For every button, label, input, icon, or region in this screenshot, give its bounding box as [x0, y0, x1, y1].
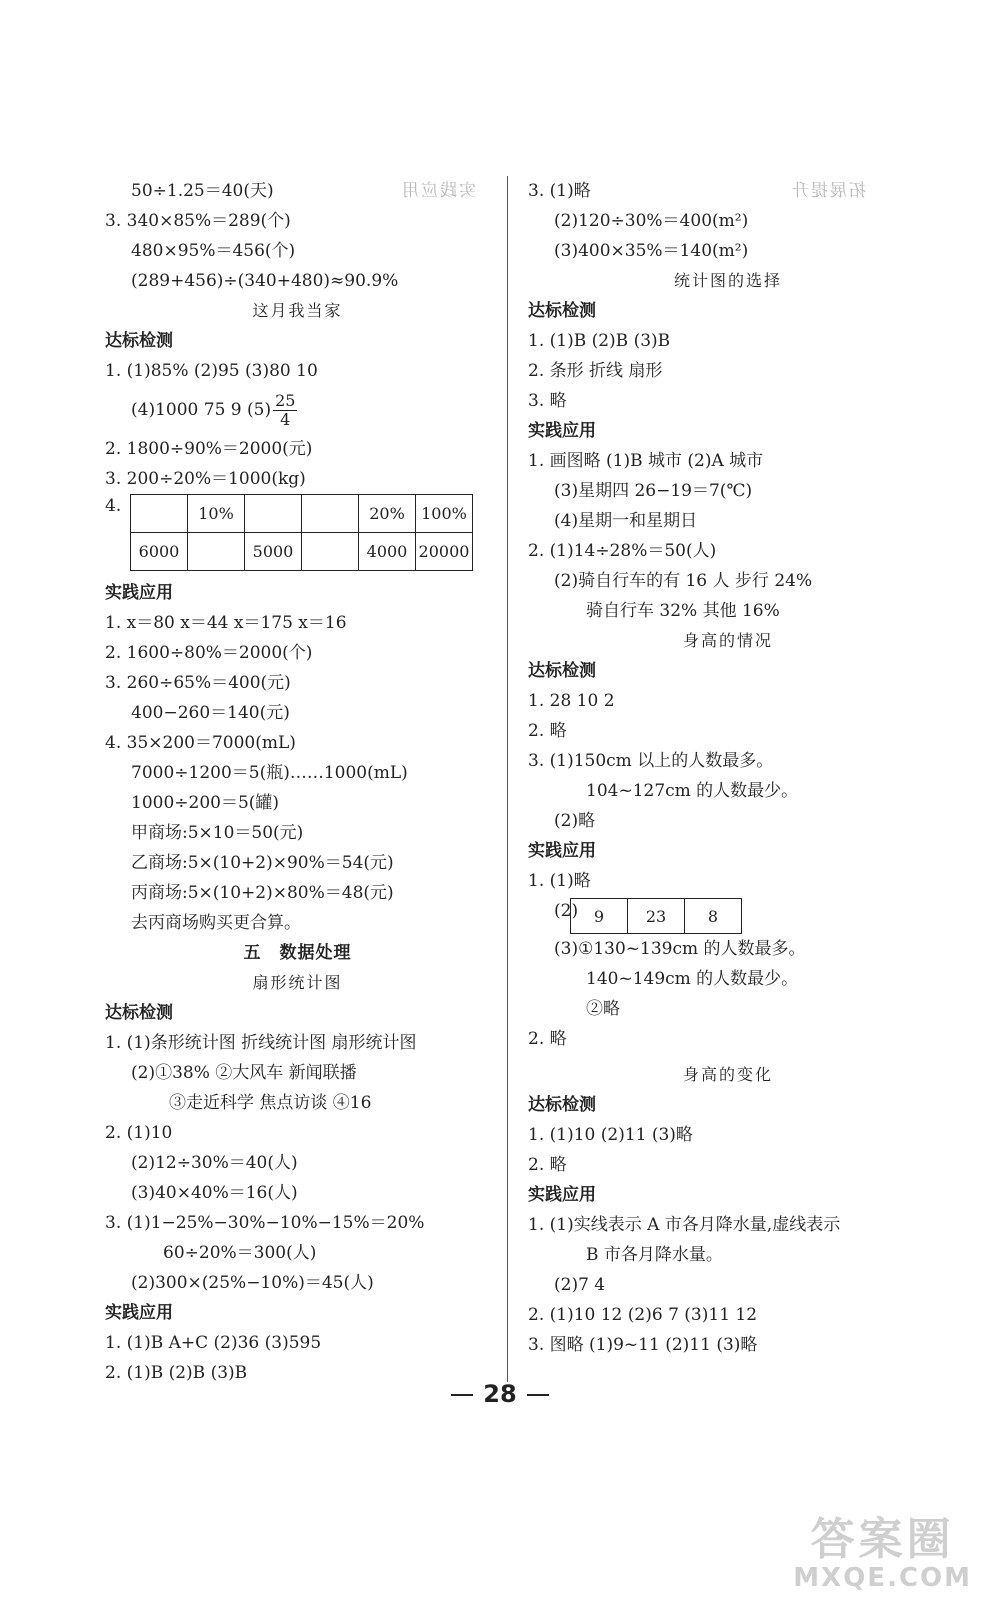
subsection-heading: 达标检测 — [528, 661, 596, 681]
column-divider — [507, 176, 508, 1382]
footer-dash-right — [527, 1394, 549, 1396]
answer-box — [570, 898, 742, 934]
answer-text: (4)1000 75 9 (5) — [131, 400, 272, 420]
answer-line: 4. 35×200＝7000(mL) — [105, 733, 296, 753]
answer-line: ②略 — [586, 999, 620, 1019]
subsection-heading: 达标检测 — [105, 1003, 173, 1023]
fraction-numerator: 25 — [275, 391, 296, 410]
section-title: 身高的情况 — [682, 631, 773, 650]
table-cell: 20000 — [416, 533, 473, 571]
section-title: 这月我当家 — [252, 301, 343, 320]
answer-line: (2)120÷30%＝400(m²) — [554, 211, 749, 231]
answer-line: 3. 340×85%＝289(个) — [105, 211, 291, 231]
table-cell: 5000 — [245, 533, 302, 571]
answer-line: 甲商场:5×10＝50(元) — [131, 823, 304, 843]
chapter-title: 五 数据处理 — [243, 943, 352, 963]
table-cell: 8 — [685, 899, 742, 934]
answer-table — [130, 494, 473, 571]
answer-line: 1. (1)条形统计图 折线统计图 扇形统计图 — [105, 1033, 417, 1053]
watermark-title: 答案圈 — [810, 1514, 955, 1565]
answer-line: 1. (1)B A+C (2)36 (3)595 — [105, 1333, 322, 1353]
answer-line-fraction — [105, 386, 490, 434]
answer-line: 1. 28 10 2 — [528, 691, 615, 711]
answer-line: 丙商场:5×(10+2)×80%＝48(元) — [131, 883, 394, 903]
answer-line: 2. 略 — [528, 1155, 567, 1175]
answer-line: 3. 略 — [528, 391, 567, 411]
answer-line: (3)星期四 26−19＝7(℃) — [554, 481, 753, 501]
answer-line: 1. 画图略 (1)B 城市 (2)A 城市 — [528, 451, 764, 471]
watermark-url: MXQE.COM — [793, 1563, 972, 1593]
footer-dash-left — [451, 1394, 473, 1396]
answer-line: (2)300×(25%−10%)＝45(人) — [131, 1273, 374, 1293]
answer-line: 60÷20%＝300(人) — [163, 1243, 317, 1263]
page-number: 28 — [483, 1380, 517, 1408]
answer-line: (3)40×40%＝16(人) — [131, 1183, 298, 1203]
table-cell — [302, 495, 359, 533]
answer-line: (2)①38% ②大风车 新闻联播 — [131, 1063, 357, 1083]
answer-line: 1000÷200＝5(罐) — [131, 793, 280, 813]
table-cell — [302, 533, 359, 571]
subsection-heading: 达标检测 — [528, 301, 596, 321]
subsection-heading: 实践应用 — [528, 1185, 596, 1205]
answer-line: 3. 260÷65%＝400(元) — [105, 673, 291, 693]
section-title: 统计图的选择 — [673, 271, 782, 290]
faded-heading-right: 拓展提升 — [790, 181, 866, 201]
question-number: 4. — [105, 496, 122, 516]
table-cell — [131, 495, 188, 533]
answer-line: 2. 1800÷90%＝2000(元) — [105, 439, 313, 459]
table-row — [131, 533, 473, 571]
table-row — [571, 899, 742, 934]
answer-line: 乙商场:5×(10+2)×90%＝54(元) — [131, 853, 394, 873]
table-cell: 4000 — [359, 533, 416, 571]
answer-line: 140~149cm 的人数最少。 — [586, 969, 799, 989]
answer-line: 2. (1)10 12 (2)6 7 (3)11 12 — [528, 1305, 758, 1325]
answer-line: 去丙商场购买更合算。 — [131, 913, 301, 933]
answer-line: 3. 图略 (1)9~11 (2)11 (3)略 — [528, 1335, 758, 1355]
table-cell: 10% — [188, 495, 245, 533]
answer-line: (4)星期一和星期日 — [554, 511, 698, 531]
answer-line: (289+456)÷(340+480)≈90.9% — [131, 271, 399, 291]
answer-line: 2. 条形 折线 扇形 — [528, 361, 663, 381]
subsection-heading: 实践应用 — [528, 841, 596, 861]
answer-line: 104~127cm 的人数最少。 — [586, 781, 799, 801]
answer-line: 2. (1)10 — [105, 1123, 173, 1143]
answer-line: 骑自行车 32% 其他 16% — [586, 601, 780, 621]
subsection-heading: 实践应用 — [528, 421, 596, 441]
answer-line: (3)①130~139cm 的人数最多。 — [554, 939, 806, 959]
table-row — [131, 495, 473, 533]
answer-line: 2. 1600÷80%＝2000(个) — [105, 643, 313, 663]
answer-line: 1. x＝80 x＝44 x＝175 x＝16 — [105, 613, 347, 633]
fraction-denominator: 4 — [280, 410, 291, 429]
answer-line: 2. 略 — [528, 721, 567, 741]
answer-line: (2)12÷30%＝40(人) — [131, 1153, 298, 1173]
answer-line: 2. (1)14÷28%＝50(人) — [528, 541, 717, 561]
answer-line: 7000÷1200＝5(瓶)……1000(mL) — [131, 763, 408, 783]
answer-line: (2)骑自行车的有 16 人 步行 24% — [554, 571, 813, 591]
answer-line: B 市各月降水量。 — [586, 1245, 723, 1265]
subsection-heading: 达标检测 — [528, 1095, 596, 1115]
faded-heading-left: 实践应用 — [400, 181, 476, 201]
answer-line: (3)400×35%＝140(m²) — [554, 241, 749, 261]
answer-line: ③走近科学 焦点访谈 ④16 — [169, 1093, 372, 1113]
answer-line: 400−260＝140(元) — [131, 703, 290, 723]
table-cell — [188, 533, 245, 571]
answer-line: 1. (1)B (2)B (3)B — [528, 331, 671, 351]
answer-line: (2)略 — [554, 811, 596, 831]
answer-label: (2) — [554, 901, 579, 921]
left-column — [105, 176, 490, 1388]
answer-line: 2. 略 — [528, 1029, 567, 1049]
answer-line: 480×95%＝456(个) — [131, 241, 296, 261]
answer-line: 1. (1)85% (2)95 (3)80 10 — [105, 361, 318, 381]
table-cell: 9 — [571, 899, 628, 934]
answer-line: 1. (1)略 — [528, 871, 591, 891]
answer-table-block — [105, 494, 490, 578]
answer-line: 3. (1)1−25%−30%−10%−15%＝20% — [105, 1213, 425, 1233]
subsection-heading: 达标检测 — [105, 331, 173, 351]
answer-line: 1. (1)实线表示 A 市各月降水量,虚线表示 — [528, 1215, 841, 1235]
table-cell: 100% — [416, 495, 473, 533]
answer-box-row — [528, 896, 928, 934]
table-cell: 6000 — [131, 533, 188, 571]
subsection-heading: 实践应用 — [105, 583, 173, 603]
section-title: 扇形统计图 — [252, 973, 343, 992]
answer-line: 3. (1)150cm 以上的人数最多。 — [528, 751, 774, 771]
answer-line: 3. (1)略 — [528, 181, 591, 201]
right-column — [528, 176, 928, 1360]
section-title: 身高的变化 — [682, 1065, 773, 1084]
watermark-logo — [793, 1516, 972, 1592]
subsection-heading: 实践应用 — [105, 1303, 173, 1323]
table-cell: 20% — [359, 495, 416, 533]
table-cell: 23 — [628, 899, 685, 934]
answer-line: 50÷1.25＝40(天) — [131, 181, 274, 201]
answer-line: 1. (1)10 (2)11 (3)略 — [528, 1125, 693, 1145]
answer-line: 2. (1)B (2)B (3)B — [105, 1363, 248, 1383]
table-cell — [245, 495, 302, 533]
fraction — [273, 392, 297, 429]
answer-line: (2)7 4 — [554, 1275, 606, 1295]
page-number-footer — [0, 1380, 1000, 1408]
answer-line: 3. 200÷20%＝1000(kg) — [105, 469, 306, 489]
